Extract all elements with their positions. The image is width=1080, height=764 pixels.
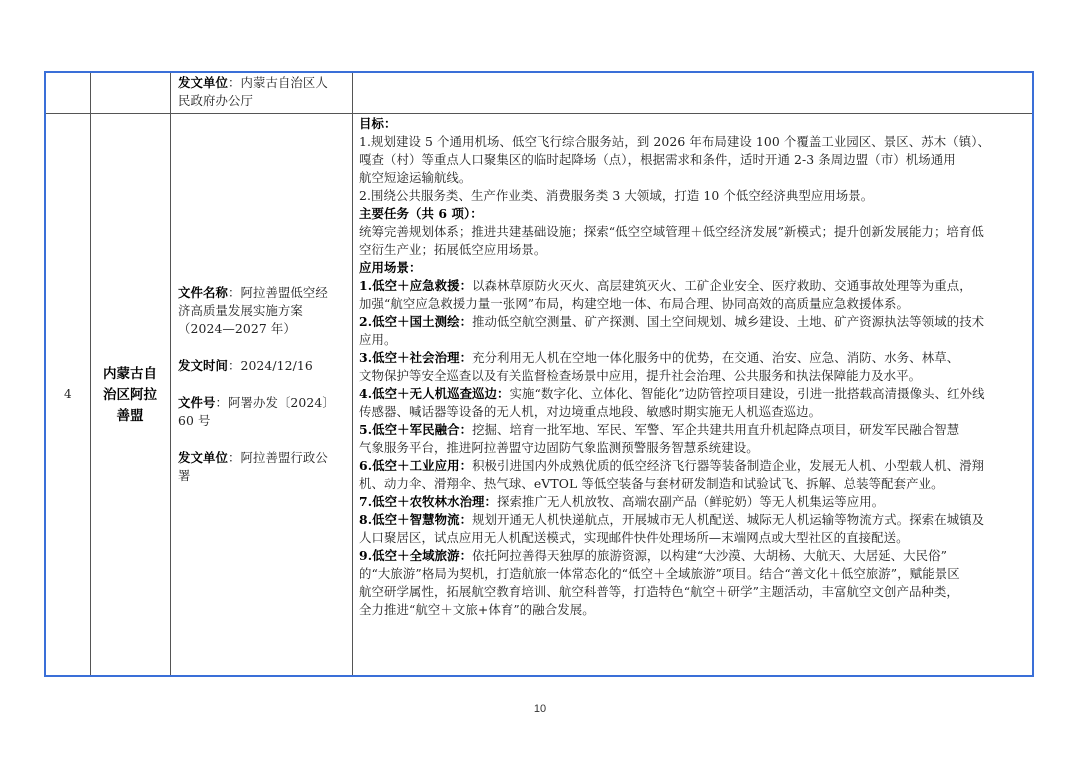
doc-name-label: 文件名称 — [178, 285, 228, 300]
doc-number-value: 60 号 — [178, 413, 211, 428]
scene-title: 2.低空＋国土测绘： — [359, 314, 473, 329]
scene-item — [359, 385, 1031, 421]
time-value: 2024/12/16 — [240, 358, 313, 373]
tasks-heading: 主要任务（共 6 项）： — [359, 206, 483, 221]
scene-text: 加强“航空应急救援力量一张网”布局，构建空地一体、布局合理、协同高效的高质量应急救援体系。 — [359, 296, 909, 311]
task-line: 统筹完善规划体系；推进共建基础设施；探索“低空空域管理＋低空经济发展”新模式；提升创新发展能力；培育低 — [359, 224, 984, 239]
policy-table — [44, 71, 1034, 677]
prev-issuer-label: 发文单位 — [178, 75, 228, 90]
row-index: 4 — [64, 387, 72, 401]
goal-line: 嘎查（村）等重点人口聚集区的临时起降场（点），根据需求和条件，适时开通 2-3 条周边盟（市）机场通用 — [359, 152, 956, 167]
scene-text: 推动低空航空测量、矿产探测、国土空间规划、城乡建设、土地、矿产资源执法等领域的技术 — [472, 314, 985, 329]
scene-text: 机、动力伞、滑翔伞、热气球、eVTOL 等低空装备与套材研发制造和试验试飞、拆解、总装等配套产业。 — [359, 476, 944, 491]
scene-title: 4.低空＋无人机巡查巡边： — [359, 386, 510, 401]
issuer-value: 署 — [178, 468, 191, 483]
scene-item — [359, 511, 1031, 547]
scene-title: 3.低空＋社会治理： — [359, 350, 473, 365]
scenes-heading: 应用场景： — [359, 260, 422, 275]
scene-item — [359, 421, 1031, 457]
issuer-label: 发文单位 — [178, 450, 228, 465]
scene-text: 应用。 — [359, 332, 397, 347]
scene-text: 文物保护等安全巡查以及有关监督检查场景中应用，提升社会治理、公共服务和执法保障能力及水平。 — [359, 368, 922, 383]
region-name: 内蒙古自 — [103, 366, 157, 382]
prev-issuer-value: 内蒙古自治区人 — [240, 75, 328, 90]
region-name: 善盟 — [116, 408, 144, 424]
scene-title: 1.低空＋应急救援： — [359, 278, 473, 293]
scene-text: 航空研学属性，拓展航空教育培训、航空科普等，打造特色“航空＋研学”主题活动，丰富航空文创产品种类， — [359, 584, 959, 599]
scene-text: 传感器、喊话器等设备的无人机，对边境重点地段、敏感时期实施无人机巡查巡边。 — [359, 404, 822, 419]
scene-text: 积极引进国内外成熟优质的低空经济飞行器等装备制造企业，发展无人机、小型载人机、滑翔 — [472, 458, 985, 473]
doc-name-value: 济高质量发展实施方案 — [178, 303, 303, 318]
scene-text: 气象服务平台，推进阿拉善盟守边固防气象监测预警服务智慧系统建设。 — [359, 440, 759, 455]
doc-name-value: （2024—2027 年） — [178, 321, 296, 336]
scene-text: 充分利用无人机在空地一体化服务中的优势，在交通、治安、应急、消防、水务、林草、 — [472, 350, 960, 365]
document-meta-cell: 文件名称：阿拉善盟低空经 济高质量发展实施方案 （2024—2027 年） 发文时间：2024/12/16 文件号：阿署办发〔2024〕 60 号 发文单位：阿拉善盟行政公 署 — [178, 284, 350, 485]
scene-title: 8.低空＋智慧物流： — [359, 512, 473, 527]
goal-line: 航空短途运输航线。 — [359, 170, 472, 185]
region-name: 治区阿拉 — [103, 387, 157, 403]
scene-title: 7.低空＋农牧林水治理： — [359, 494, 498, 509]
task-line: 空衍生产业；拓展低空应用场景。 — [359, 242, 547, 257]
scene-text: 人口聚居区，试点应用无人机配送模式，实现邮件快件处理场所—末端网点或大型社区的直接配送。 — [359, 530, 909, 545]
goal-line: 1.规划建设 5 个通用机场、低空飞行综合服务站，到 2026 年布局建设 100 个覆盖工业园区、景区、苏木（镇）、 — [359, 134, 991, 149]
scene-item — [359, 277, 1031, 313]
scene-item — [359, 457, 1031, 493]
scene-title: 9.低空＋全域旅游： — [359, 548, 473, 563]
doc-number-value: 阿署办发〔2024〕 — [227, 395, 335, 410]
time-label: 发文时间 — [178, 358, 228, 373]
scene-item — [359, 313, 1031, 349]
doc-number-label: 文件号 — [178, 395, 216, 410]
goal-line: 2.围绕公共服务类、生产作业类、消费服务类 3 大领域，打造 10 个低空经济典型应用场景。 — [359, 188, 874, 203]
scene-text: 全力推进“航空＋文旅+体育”的融合发展。 — [359, 602, 595, 617]
issuer-value: 阿拉善盟行政公 — [240, 450, 328, 465]
scene-item — [359, 493, 1031, 511]
page-number: 10 — [533, 703, 547, 715]
column-divider — [352, 73, 353, 675]
prev-issuer-value: 民政府办公厅 — [178, 93, 253, 108]
scene-text: 挖掘、培育一批军地、军民、军警、军企共建共用直升机起降点项目，研发军民融合智慧 — [472, 422, 960, 437]
column-divider — [90, 73, 91, 675]
scene-title: 6.低空＋工业应用： — [359, 458, 473, 473]
doc-name-value: 阿拉善盟低空经 — [240, 285, 328, 300]
scene-text: 以森林草原防火灭火、高层建筑灭火、工矿企业安全、医疗救助、交通事故处理等为重点， — [472, 278, 972, 293]
scene-text: 依托阿拉善得天独厚的旅游资源，以构建“大沙漠、大胡杨、大航天、大居延、大民俗” — [472, 548, 948, 563]
prev-row-issuer-cell: 发文单位：内蒙古自治区人 民政府办公厅 — [178, 74, 350, 110]
scene-title: 5.低空＋军民融合： — [359, 422, 473, 437]
column-divider — [170, 73, 171, 675]
scene-text: 的“大旅游”格局为契机，打造航旅一体常态化的“低空＋全域旅游”项目。结合“善文化＋低空旅游”，赋能景区 — [359, 566, 960, 581]
scene-item — [359, 349, 1031, 385]
goals-heading: 目标： — [359, 116, 397, 131]
content-cell — [359, 115, 1031, 619]
scene-text: 规划开通无人机快递航点，开展城市无人机配送、城际无人机运输等物流方式。探索在城镇及 — [472, 512, 985, 527]
scene-item — [359, 547, 1031, 619]
scene-text: 实施“数字化、立体化、智能化”边防管控项目建设，引进一批搭载高清摄像头、红外线 — [509, 386, 985, 401]
scene-text: 探索推广无人机放牧、高端农副产品（鲜驼奶）等无人机集运等应用。 — [497, 494, 885, 509]
region-cell — [92, 364, 168, 427]
row-divider — [46, 113, 1032, 114]
